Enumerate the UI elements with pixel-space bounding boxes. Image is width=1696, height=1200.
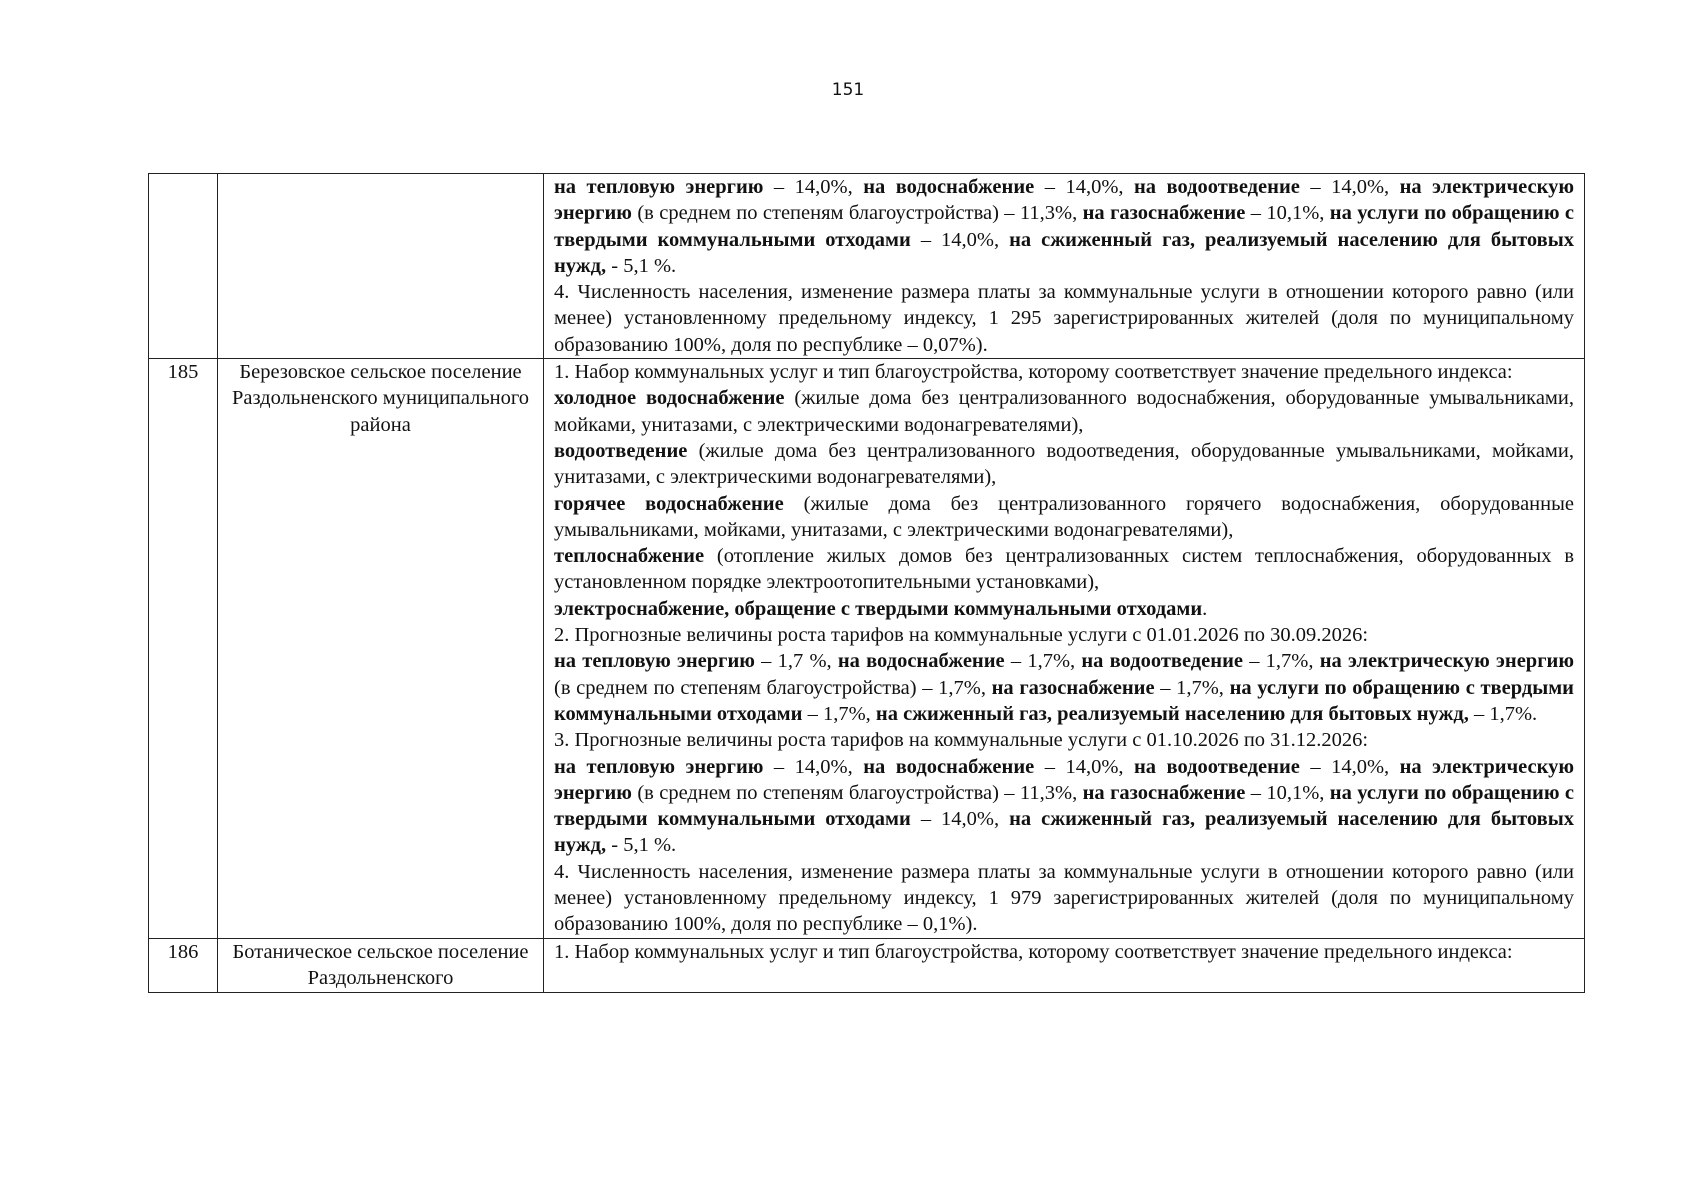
bold-text: на водоотведение [1081, 650, 1243, 673]
text: – 14,0%, [1034, 176, 1134, 198]
text: 3. Прогнозные величины роста тарифов на коммунальные услуги с 01.10.2026 по 31.12.2026: [554, 729, 1369, 752]
municipality-name: Ботаническое сельское поселение Раздольненского [232, 940, 529, 989]
page-number: 151 [831, 80, 865, 100]
municipality-cell [218, 174, 544, 359]
bold-text: холодное водоснабжение [554, 387, 785, 410]
bold-text: на услуги по обращению с твердыми коммунальными отходами [554, 202, 1574, 251]
bold-text: на сжиженный газ, реализуемый населению для бытовых нужд, [554, 228, 1574, 277]
row-number-cell [149, 359, 218, 939]
text: – 1,7%, [1154, 676, 1230, 699]
bold-text: на газоснабжение [1082, 202, 1246, 225]
bold-text: на водоотведение [1134, 755, 1300, 778]
bold-text: на электрическую энергию [1319, 650, 1574, 673]
text: – 1,7%, [1004, 650, 1082, 673]
text: – 14,0%, [1034, 755, 1134, 778]
municipality-cell [218, 938, 544, 992]
bold-text: на тепловую энергию [554, 650, 755, 673]
text: . [1202, 597, 1208, 620]
description-cell [544, 174, 1585, 359]
text: – 14,0%, [763, 176, 864, 198]
text: (в среднем по степеням благоустройства) – 11,3%, [631, 202, 1083, 225]
description-paragraph [554, 859, 1574, 938]
text: 2. Прогнозные величины роста тарифов на коммунальные услуги с 01.01.2026 по 30.09.2026: [554, 624, 1369, 647]
row-number-cell [149, 174, 218, 359]
municipality-name: Березовское сельское поселение Раздольненского муниципального района [231, 361, 530, 436]
bold-text: на водоснабжение [863, 176, 1035, 198]
bold-text: на водоснабжение [863, 755, 1035, 778]
text: – 1,7%. [1468, 702, 1538, 725]
bold-text: на сжиженный газ, реализуемый населению для бытовых нужд, [875, 702, 1469, 725]
tariff-table [148, 173, 1585, 993]
bold-text: на электрическую энергию [554, 755, 1575, 804]
text: (жилые дома без централизованного водоотведения, оборудованные умывальниками, мойками, унитазами, с электрическими водонагревателями), [554, 439, 1574, 489]
text: (отопление жилых домов без централизованных систем теплоснабжения, оборудованных в установленном порядке электроотопительными установками), [554, 545, 1574, 594]
bold-text: водоотведение [554, 439, 688, 462]
description-paragraph [554, 438, 1574, 491]
municipality-cell [218, 359, 544, 939]
description-paragraph [554, 385, 1574, 438]
description-paragraph [554, 648, 1574, 727]
text: 4. Численность населения, изменение размера платы за коммунальные услуги в отношении которого равно (или менее) установленному предельному индексу, 1 295 зарегистрированных жителей (доля по муниципальному образованию 100%, доля по республике – 0,07%). [554, 281, 1574, 356]
table-body [149, 174, 1585, 993]
bold-text: горячее водоснабжение [554, 492, 784, 515]
text: (в среднем по степеням благоустройства) – 11,3%, [631, 781, 1083, 804]
bold-text: электроснабжение, обращение с твердыми коммунальными отходами [554, 597, 1203, 620]
bold-text: на электрическую энергию [554, 176, 1575, 225]
description-paragraph [554, 174, 1574, 279]
description-paragraph [554, 279, 1574, 358]
text: – 14,0%, [1299, 176, 1400, 198]
bold-text: теплоснабжение [554, 545, 705, 568]
table-row [149, 174, 1585, 359]
description-cell [544, 359, 1585, 939]
text: 1. Набор коммунальных услуг и тип благоустройства, которому соответствует значение предельного индекса: [554, 940, 1513, 963]
text: – 14,0%, [910, 228, 1010, 251]
bold-text: на услуги по обращению с твердыми коммунальными отходами [554, 781, 1574, 831]
text: (в среднем по степеням благоустройства) – 1,7%, [554, 676, 992, 699]
bold-text: на газоснабжение [991, 676, 1155, 699]
description-paragraph [554, 754, 1574, 859]
text: – 10,1%, [1245, 781, 1330, 804]
row-number: 185 [167, 361, 199, 384]
text: (жилые дома без централизованного водоснабжения, оборудованные умывальниками, мойками, унитазами, с электрическими водонагревателями), [554, 387, 1574, 436]
description-paragraph [554, 727, 1574, 753]
description-cell [544, 938, 1585, 992]
bold-text: на услуги по обращению с твердыми коммунальными отходами [554, 676, 1574, 725]
text: 4. Численность населения, изменение размера платы за коммунальные услуги в отношении которого равно (или менее) установленному предельному индексу, 1 979 зарегистрированных жителей (доля по муниципальному образованию 100%, доля по республике – 0,1%). [554, 860, 1574, 936]
description-paragraph [554, 543, 1574, 596]
bold-text: на сжиженный газ, реализуемый населению для бытовых нужд, [554, 808, 1574, 857]
text: - 5,1 %. [606, 254, 677, 277]
text: 1. Набор коммунальных услуг и тип благоустройства, которому соответствует значение предельного индекса: [554, 361, 1513, 384]
table-row [149, 359, 1585, 939]
text: – 1,7%, [802, 702, 876, 725]
text: – 14,0%, [910, 808, 1010, 831]
text: – 14,0%, [763, 755, 864, 778]
bold-text: на тепловую энергию [554, 755, 764, 778]
description-paragraph [554, 622, 1574, 648]
bold-text: на водоотведение [1134, 176, 1300, 198]
text: (жилые дома без централизованного горячего водоснабжения, оборудованные умывальниками, мойками, унитазами, с электрическими водонагревателями), [554, 492, 1574, 541]
row-number-cell [149, 938, 218, 992]
text: – 10,1%, [1245, 202, 1330, 225]
description-paragraph [554, 596, 1574, 622]
bold-text: на водоснабжение [837, 650, 1005, 673]
row-number: 186 [167, 940, 199, 963]
bold-text: на тепловую энергию [554, 176, 764, 198]
description-paragraph [554, 491, 1574, 544]
description-paragraph [554, 359, 1574, 385]
text: – 1,7%, [1242, 650, 1320, 673]
text: - 5,1 %. [606, 834, 677, 857]
text: – 1,7 %, [754, 650, 838, 673]
text: – 14,0%, [1299, 755, 1400, 778]
table-row [149, 938, 1585, 992]
bold-text: на газоснабжение [1082, 781, 1246, 804]
description-paragraph [554, 939, 1574, 965]
